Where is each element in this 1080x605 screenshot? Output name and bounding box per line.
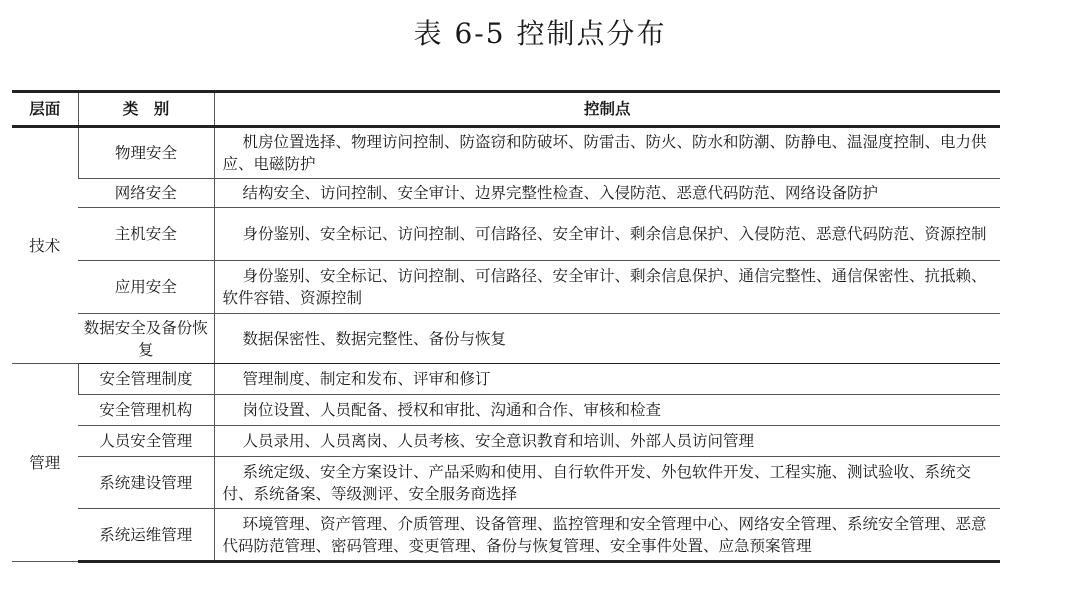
control-points-cell: 数据保密性、数据完整性、备份与恢复 bbox=[214, 314, 1000, 364]
table-row bbox=[12, 179, 1000, 208]
control-points-cell: 管理制度、制定和发布、评审和修订 bbox=[214, 364, 1000, 395]
control-points-cell: 人员录用、人员离岗、人员考核、安全意识教育和培训、外部人员访问管理 bbox=[214, 426, 1000, 457]
control-points-cell: 身份鉴别、安全标记、访问控制、可信路径、安全审计、剩余信息保护、通信完整性、通信保密性、抗抵赖、软件容错、资源控制 bbox=[214, 261, 1000, 314]
category-cell: 物理安全 bbox=[78, 127, 214, 179]
control-points-cell: 岗位设置、人员配备、授权和审批、沟通和合作、审核和检查 bbox=[214, 395, 1000, 426]
table-row bbox=[12, 364, 1000, 395]
table-row bbox=[12, 261, 1000, 314]
layer-management: 管理 bbox=[12, 364, 78, 562]
table-row bbox=[12, 208, 1000, 261]
category-cell: 安全管理制度 bbox=[78, 364, 214, 395]
table-row bbox=[12, 127, 1000, 179]
table-row bbox=[12, 426, 1000, 457]
category-cell: 人员安全管理 bbox=[78, 426, 214, 457]
layer-technical: 技术 bbox=[12, 127, 78, 364]
category-cell: 应用安全 bbox=[78, 261, 214, 314]
control-points-cell: 系统定级、安全方案设计、产品采购和使用、自行软件开发、外包软件开发、工程实施、测试验收、系统交付、系统备案、等级测评、安全服务商选择 bbox=[214, 457, 1000, 509]
category-cell: 系统运维管理 bbox=[78, 509, 214, 562]
table-row bbox=[12, 314, 1000, 364]
category-cell: 主机安全 bbox=[78, 208, 214, 261]
control-points-cell: 机房位置选择、物理访问控制、防盗窃和防破坏、防雷击、防火、防水和防潮、防静电、温湿度控制、电力供应、电磁防护 bbox=[214, 127, 1000, 179]
control-points-cell: 环境管理、资产管理、介质管理、设备管理、监控管理和安全管理中心、网络安全管理、系统安全管理、恶意代码防范管理、密码管理、变更管理、备份与恢复管理、安全事件处置、应急预案管理 bbox=[214, 509, 1000, 562]
table-row bbox=[12, 457, 1000, 509]
control-point-table bbox=[12, 90, 1000, 563]
control-points-cell: 身份鉴别、安全标记、访问控制、可信路径、安全审计、剩余信息保护、入侵防范、恶意代码防范、资源控制 bbox=[214, 208, 1000, 261]
table-header-row bbox=[12, 92, 1000, 127]
header-category: 类 别 bbox=[78, 92, 214, 127]
category-cell: 网络安全 bbox=[78, 179, 214, 208]
category-cell: 安全管理机构 bbox=[78, 395, 214, 426]
table-caption: 表 6-5 控制点分布 bbox=[413, 17, 667, 50]
header-layer: 层面 bbox=[12, 92, 78, 127]
table-row bbox=[12, 395, 1000, 426]
control-points-cell: 结构安全、访问控制、安全审计、边界完整性检查、入侵防范、恶意代码防范、网络设备防护 bbox=[214, 179, 1000, 208]
table-row bbox=[12, 509, 1000, 562]
header-control-points: 控制点 bbox=[214, 92, 1000, 127]
category-cell: 系统建设管理 bbox=[78, 457, 214, 509]
category-cell: 数据安全及备份恢复 bbox=[78, 314, 214, 364]
